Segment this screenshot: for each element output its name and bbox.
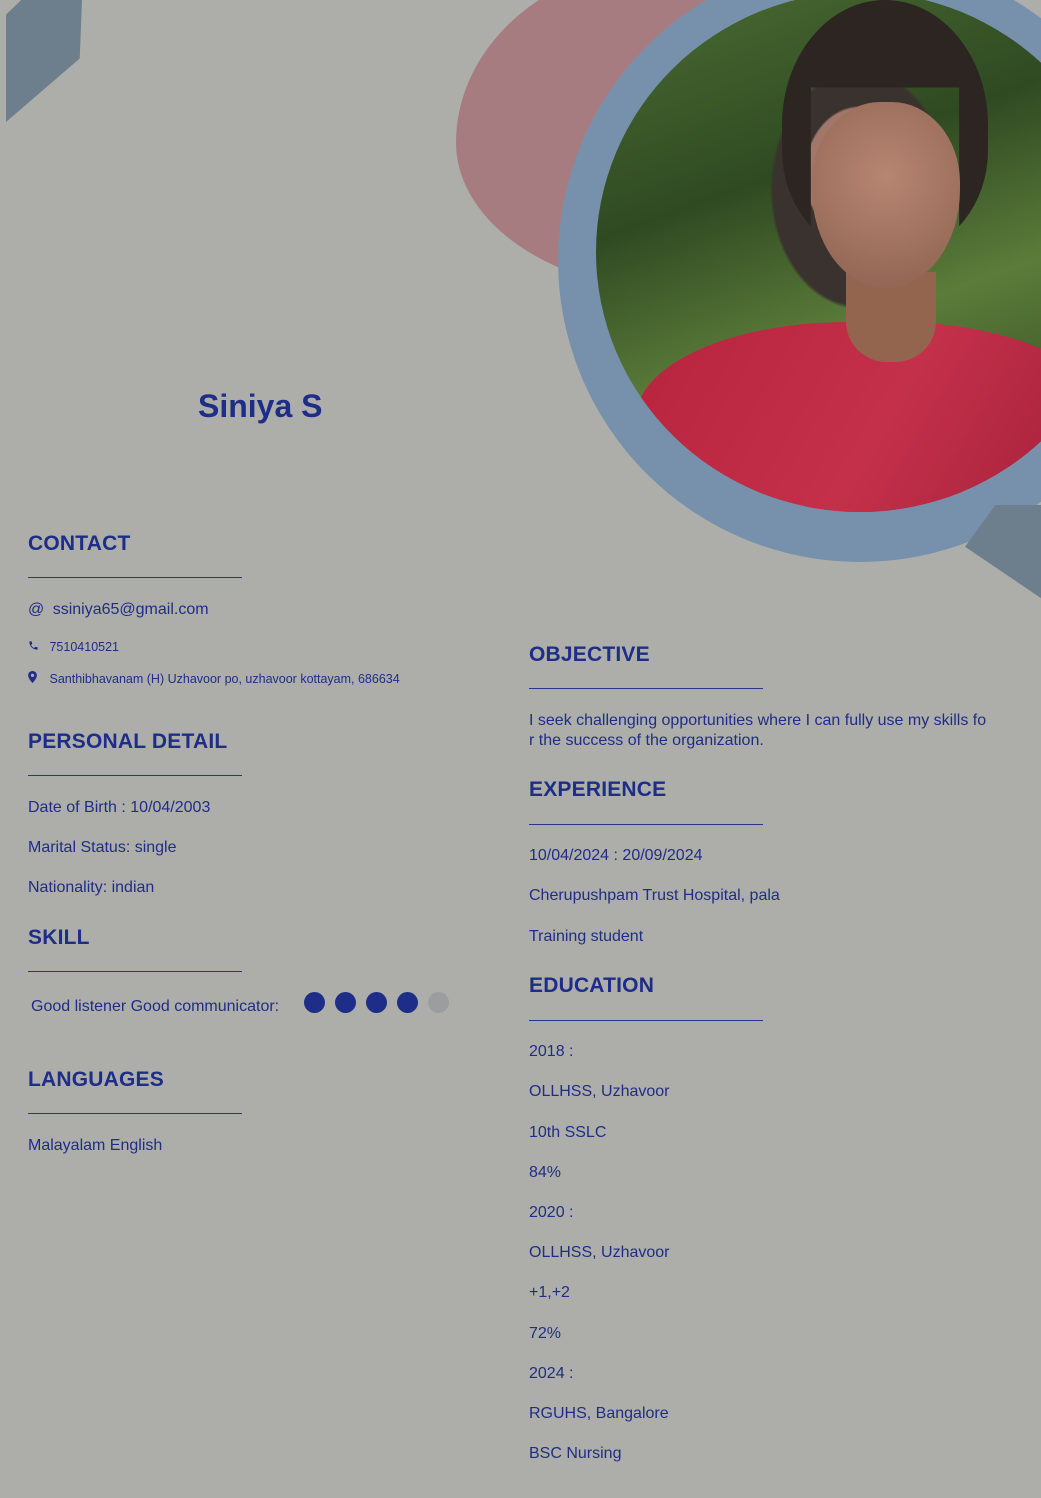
experience-heading: EXPERIENCE xyxy=(529,778,667,801)
education-course: BSC Nursing xyxy=(529,1445,622,1462)
languages-divider xyxy=(28,1113,242,1114)
email-row xyxy=(28,601,209,619)
experience-dates: 10/04/2024 : 20/09/2024 xyxy=(529,847,703,864)
objective-divider xyxy=(529,688,763,689)
contact-heading: CONTACT xyxy=(28,532,131,555)
education-school: OLLHSS, Uzhavoor xyxy=(529,1244,670,1261)
objective-line-1: I seek challenging opportunities where I can fully use my skills fo xyxy=(529,712,987,729)
phone-text: 7510410521 xyxy=(49,640,120,654)
education-score: 84% xyxy=(529,1164,562,1181)
decorative-corner-shape xyxy=(6,0,82,122)
languages-text: Malayalam English xyxy=(28,1137,163,1154)
objective-line-2: r the success of the organization. xyxy=(529,732,764,749)
marital-status-text: Marital Status: single xyxy=(28,839,177,856)
address-text: Santhibhavanam (H) Uzhavoor po, uzhavoor kottayam, 686634 xyxy=(49,672,400,686)
education-year: 2020 : xyxy=(529,1204,574,1221)
languages-heading: LANGUAGES xyxy=(28,1068,164,1091)
education-school: OLLHSS, Uzhavoor xyxy=(529,1083,670,1100)
rating-dot-filled xyxy=(304,992,325,1013)
email-text: ssiniya65@gmail.com xyxy=(52,601,209,618)
experience-role: Training student xyxy=(529,928,644,945)
photo-clothing xyxy=(636,322,1041,512)
education-year: 2024 : xyxy=(529,1365,574,1382)
rating-dot-filled xyxy=(397,992,418,1013)
education-school: RGUHS, Bangalore xyxy=(529,1405,669,1422)
location-pin-icon xyxy=(28,671,37,686)
at-icon: @ xyxy=(28,601,45,618)
person-name: Siniya S xyxy=(198,388,323,424)
experience-divider xyxy=(529,824,763,825)
objective-heading: OBJECTIVE xyxy=(529,643,650,666)
contact-divider xyxy=(28,577,242,578)
phone-icon xyxy=(28,640,39,654)
education-divider xyxy=(529,1020,763,1021)
skill-label: Good listener Good communicator: xyxy=(31,998,280,1015)
rating-dot-filled xyxy=(366,992,387,1013)
education-score: 72% xyxy=(529,1325,562,1342)
education-course: 10th SSLC xyxy=(529,1124,607,1141)
dob-text: Date of Birth : 10/04/2003 xyxy=(28,799,211,816)
education-year: 2018 : xyxy=(529,1043,574,1060)
skill-heading: SKILL xyxy=(28,926,90,949)
rating-dot-empty xyxy=(428,992,449,1013)
personal-detail-divider xyxy=(28,775,242,776)
address-row xyxy=(28,671,400,686)
experience-place: Cherupushpam Trust Hospital, pala xyxy=(529,887,780,904)
rating-dot-filled xyxy=(335,992,356,1013)
phone-row xyxy=(28,640,119,654)
photo-face xyxy=(812,102,960,288)
personal-detail-heading: PERSONAL DETAIL xyxy=(28,730,228,753)
nationality-text: Nationality: indian xyxy=(28,879,155,896)
education-heading: EDUCATION xyxy=(529,974,655,997)
education-course: +1,+2 xyxy=(529,1284,570,1301)
skill-divider xyxy=(28,971,242,972)
